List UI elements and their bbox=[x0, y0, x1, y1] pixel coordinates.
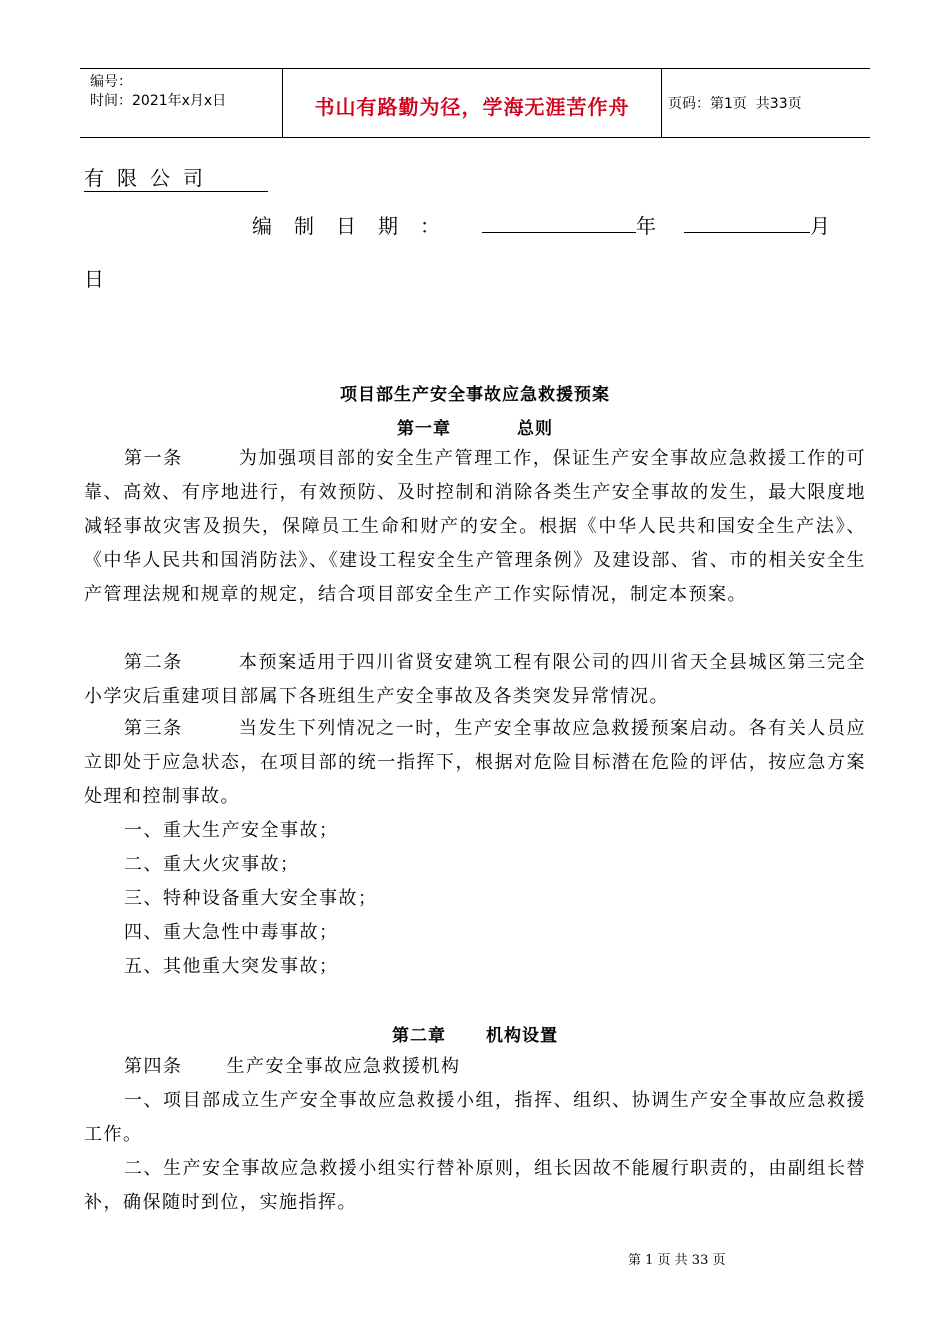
chapter-2-number: 第二章 bbox=[392, 1026, 446, 1046]
doc-time-label: 时间：2021年x月x日 bbox=[90, 93, 227, 109]
header-meta bbox=[90, 73, 226, 111]
article-1-label: 第一条 bbox=[124, 448, 183, 469]
page-footer: 第 1 页 共 33 页 bbox=[628, 1253, 726, 1268]
doc-number-label: 编号： bbox=[90, 74, 132, 90]
article-2 bbox=[84, 646, 866, 714]
article-1-text: 为加强项目部的安全生产管理工作，保证生产安全事故应急救援工作的可靠、高效、有序地进行，有效预防、及时控制和消除各类生产安全事故的发生，最大限度地减轻事故灾害及损失，保障员工生命和财产的安全。根据《中华人民共和国安全生产法》、《中华人民共和国消防法》、《建设工程安全生产管理条例》及建设部、省、市的相关安全生产管理法规和规章的规定，结合项目部安全生产工作实际情况，制定本预案。 bbox=[84, 448, 867, 605]
list-item: 五、其他重大突发事故； bbox=[124, 956, 339, 977]
header-page-info: 页码：第1页 共33页 bbox=[668, 96, 802, 112]
list-item: 三、特种设备重大安全事故； bbox=[124, 888, 378, 909]
article-2-text: 本预案适用于四川省贤安建筑工程有限公司的四川省天全县城区第三完全小学灾后重建项目部属下各班组生产安全事故及各类突发异常情况。 bbox=[84, 652, 867, 707]
header-motto-cell bbox=[282, 69, 662, 137]
article-4 bbox=[84, 1050, 866, 1084]
compile-date-line bbox=[252, 212, 852, 240]
article-4-text: 生产安全事故应急救援机构 bbox=[226, 1056, 461, 1077]
article-1 bbox=[84, 442, 866, 612]
chapter-1-heading bbox=[0, 414, 950, 439]
paragraph-org-2: 二、生产安全事故应急救援小组实行替补原则，组长因故不能履行职责的，由副组长替补，确保随时到位，实施指挥。 bbox=[84, 1158, 866, 1213]
article-3 bbox=[84, 712, 866, 814]
year-blank bbox=[482, 212, 636, 233]
company-name: 有限公司 bbox=[84, 166, 268, 192]
list-item: 四、重大急性中毒事故； bbox=[124, 922, 339, 943]
document-title: 项目部生产安全事故应急救援预案 bbox=[340, 385, 610, 405]
month-label: 月 bbox=[810, 214, 830, 238]
list-item: 一、重大生产安全事故； bbox=[124, 820, 339, 841]
article-2-label: 第二条 bbox=[124, 652, 183, 673]
list-item: 二、重大火灾事故； bbox=[124, 854, 300, 875]
chapter-1-name: 总则 bbox=[517, 419, 553, 439]
day-label: 日 bbox=[84, 267, 104, 291]
year-label: 年 bbox=[636, 214, 656, 238]
article-3-text: 当发生下列情况之一时，生产安全事故应急救援预案启动。各有关人员应立即处于应急状态，在项目部的统一指挥下，根据对危险目标潜在危险的评估，按应急方案处理和控制事故。 bbox=[84, 718, 867, 807]
chapter-2-name: 机构设置 bbox=[486, 1026, 558, 1046]
article-4-label: 第四条 bbox=[124, 1056, 183, 1077]
month-blank bbox=[684, 212, 810, 233]
chapter-2-heading bbox=[0, 1021, 950, 1046]
chapter-1-number: 第一章 bbox=[397, 419, 451, 439]
compile-date-label: 编制日期： bbox=[252, 214, 462, 238]
page-header bbox=[80, 68, 870, 138]
header-motto: 书山有路勤为径，学海无涯苦作舟 bbox=[314, 95, 630, 119]
article-3-label: 第三条 bbox=[124, 718, 183, 739]
paragraph-org-1: 一、项目部成立生产安全事故应急救援小组，指挥、组织、协调生产安全事故应急救援工作。 bbox=[84, 1090, 866, 1145]
